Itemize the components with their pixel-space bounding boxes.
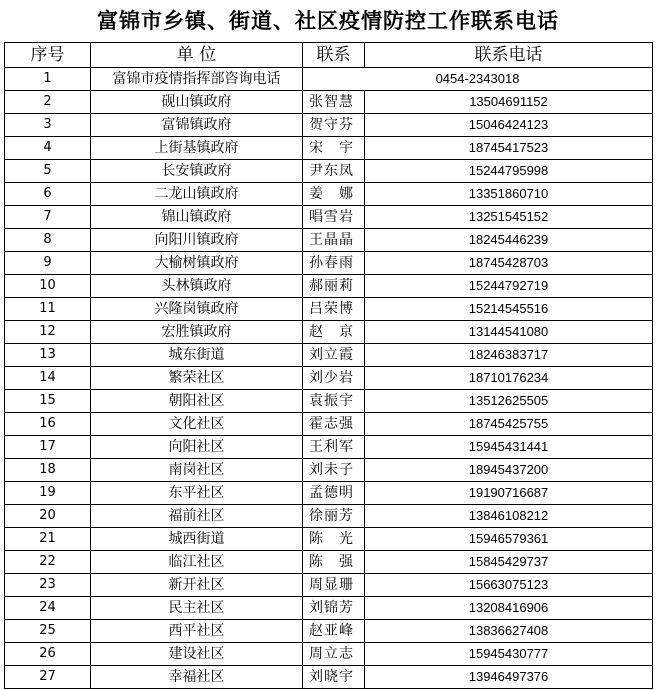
row-phone: 0454-2343018 — [303, 68, 653, 91]
row-contact: 霍志强 — [303, 413, 365, 436]
row-index: 17 — [5, 436, 91, 459]
row-contact: 赵亚峰 — [303, 620, 365, 643]
row-unit: 城东街道 — [91, 344, 303, 367]
row-phone: 13846108212 — [365, 505, 653, 528]
row-phone: 15244792719 — [365, 275, 653, 298]
table-row — [5, 344, 653, 367]
table-row — [5, 413, 653, 436]
row-contact: 刘少岩 — [303, 367, 365, 390]
row-index: 21 — [5, 528, 91, 551]
table-row — [5, 482, 653, 505]
row-index: 5 — [5, 160, 91, 183]
row-phone: 13512625505 — [365, 390, 653, 413]
row-contact: 周立志 — [303, 643, 365, 666]
row-unit: 向阳社区 — [91, 436, 303, 459]
row-phone: 13208416906 — [365, 597, 653, 620]
row-contact: 陈 光 — [303, 528, 365, 551]
row-index: 11 — [5, 298, 91, 321]
row-contact: 赵 京 — [303, 321, 365, 344]
row-contact: 姜 娜 — [303, 183, 365, 206]
row-index: 9 — [5, 252, 91, 275]
row-index: 4 — [5, 137, 91, 160]
table-row — [5, 160, 653, 183]
table-row — [5, 114, 653, 137]
row-contact: 袁振宇 — [303, 390, 365, 413]
row-phone: 15046424123 — [365, 114, 653, 137]
table-row — [5, 643, 653, 666]
row-index: 14 — [5, 367, 91, 390]
row-contact: 贺守芬 — [303, 114, 365, 137]
row-index: 19 — [5, 482, 91, 505]
row-contact: 宋 宇 — [303, 137, 365, 160]
row-unit: 文化社区 — [91, 413, 303, 436]
row-unit: 锦山镇政府 — [91, 206, 303, 229]
header-unit: 单 位 — [91, 43, 303, 68]
row-contact: 张智慧 — [303, 91, 365, 114]
header-phone: 联系电话 — [365, 43, 653, 68]
table-header-row — [5, 43, 653, 68]
row-phone: 15845429737 — [365, 551, 653, 574]
table-row — [5, 459, 653, 482]
row-index: 18 — [5, 459, 91, 482]
table-row — [5, 436, 653, 459]
row-phone: 18245446239 — [365, 229, 653, 252]
table-row — [5, 252, 653, 275]
row-contact: 刘立霞 — [303, 344, 365, 367]
table-row — [5, 505, 653, 528]
table-row — [5, 574, 653, 597]
document-title: 富锦市乡镇、街道、社区疫情防控工作联系电话 — [97, 8, 559, 33]
row-contact: 刘锦芳 — [303, 597, 365, 620]
row-phone: 13946497376 — [365, 666, 653, 689]
row-contact: 王晶晶 — [303, 229, 365, 252]
row-phone: 18745425755 — [365, 413, 653, 436]
row-unit: 城西街道 — [91, 528, 303, 551]
row-contact: 唱雪岩 — [303, 206, 365, 229]
row-index: 25 — [5, 620, 91, 643]
row-unit: 兴隆岗镇政府 — [91, 298, 303, 321]
row-contact: 孟德明 — [303, 482, 365, 505]
row-unit: 富锦镇政府 — [91, 114, 303, 137]
row-phone: 18710176234 — [365, 367, 653, 390]
row-unit: 上街基镇政府 — [91, 137, 303, 160]
row-index: 7 — [5, 206, 91, 229]
table-row — [5, 321, 653, 344]
row-index: 27 — [5, 666, 91, 689]
row-contact: 吕荣博 — [303, 298, 365, 321]
row-contact: 周显珊 — [303, 574, 365, 597]
row-index: 2 — [5, 91, 91, 114]
row-phone: 15663075123 — [365, 574, 653, 597]
row-index: 10 — [5, 275, 91, 298]
row-unit: 新开社区 — [91, 574, 303, 597]
row-contact: 刘未子 — [303, 459, 365, 482]
row-index: 26 — [5, 643, 91, 666]
row-phone: 13836627408 — [365, 620, 653, 643]
contact-table — [4, 42, 653, 689]
row-unit: 民主社区 — [91, 597, 303, 620]
row-phone: 15945431441 — [365, 436, 653, 459]
row-index: 1 — [5, 68, 91, 91]
row-index: 13 — [5, 344, 91, 367]
row-phone: 18945437200 — [365, 459, 653, 482]
row-phone: 13251545152 — [365, 206, 653, 229]
row-unit: 南岗社区 — [91, 459, 303, 482]
header-index: 序号 — [5, 43, 91, 68]
table-row — [5, 551, 653, 574]
row-unit: 幸福社区 — [91, 666, 303, 689]
table-row — [5, 620, 653, 643]
row-unit: 繁荣社区 — [91, 367, 303, 390]
table-row — [5, 206, 653, 229]
row-phone: 15946579361 — [365, 528, 653, 551]
row-index: 8 — [5, 229, 91, 252]
table-row — [5, 367, 653, 390]
row-index: 15 — [5, 390, 91, 413]
table-row — [5, 183, 653, 206]
row-unit: 临江社区 — [91, 551, 303, 574]
table-row — [5, 229, 653, 252]
row-unit: 二龙山镇政府 — [91, 183, 303, 206]
table-row — [5, 91, 653, 114]
row-index: 16 — [5, 413, 91, 436]
row-unit: 宏胜镇政府 — [91, 321, 303, 344]
row-unit: 头林镇政府 — [91, 275, 303, 298]
row-contact: 徐丽芳 — [303, 505, 365, 528]
row-unit: 福前社区 — [91, 505, 303, 528]
row-unit: 西平社区 — [91, 620, 303, 643]
table-row — [5, 597, 653, 620]
row-contact: 孙春雨 — [303, 252, 365, 275]
row-phone: 18745417523 — [365, 137, 653, 160]
row-index: 6 — [5, 183, 91, 206]
row-index: 24 — [5, 597, 91, 620]
row-unit: 砚山镇政府 — [91, 91, 303, 114]
row-phone: 13144541080 — [365, 321, 653, 344]
row-phone: 15945430777 — [365, 643, 653, 666]
row-contact: 陈 强 — [303, 551, 365, 574]
row-index: 20 — [5, 505, 91, 528]
row-phone: 18246383717 — [365, 344, 653, 367]
table-row — [5, 275, 653, 298]
row-contact: 郝丽莉 — [303, 275, 365, 298]
table-row — [5, 528, 653, 551]
row-contact: 刘晓宇 — [303, 666, 365, 689]
row-unit: 大榆树镇政府 — [91, 252, 303, 275]
row-contact: 王利军 — [303, 436, 365, 459]
row-unit: 建设社区 — [91, 643, 303, 666]
table-row — [5, 390, 653, 413]
row-unit: 东平社区 — [91, 482, 303, 505]
row-index: 23 — [5, 574, 91, 597]
row-phone: 13504691152 — [365, 91, 653, 114]
table-row — [5, 666, 653, 689]
row-contact: 尹东凤 — [303, 160, 365, 183]
row-phone: 15244795998 — [365, 160, 653, 183]
row-phone: 13351860710 — [365, 183, 653, 206]
row-phone: 19190716687 — [365, 482, 653, 505]
table-row — [5, 298, 653, 321]
row-unit: 向阳川镇政府 — [91, 229, 303, 252]
header-contact: 联系 — [303, 43, 365, 68]
row-phone: 18745428703 — [365, 252, 653, 275]
row-index: 3 — [5, 114, 91, 137]
row-unit: 朝阳社区 — [91, 390, 303, 413]
table-row — [5, 68, 653, 91]
row-index: 22 — [5, 551, 91, 574]
table-row — [5, 137, 653, 160]
row-unit: 富锦市疫情指挥部咨询电话 — [91, 68, 303, 91]
row-unit: 长安镇政府 — [91, 160, 303, 183]
row-phone: 15214545516 — [365, 298, 653, 321]
row-index: 12 — [5, 321, 91, 344]
